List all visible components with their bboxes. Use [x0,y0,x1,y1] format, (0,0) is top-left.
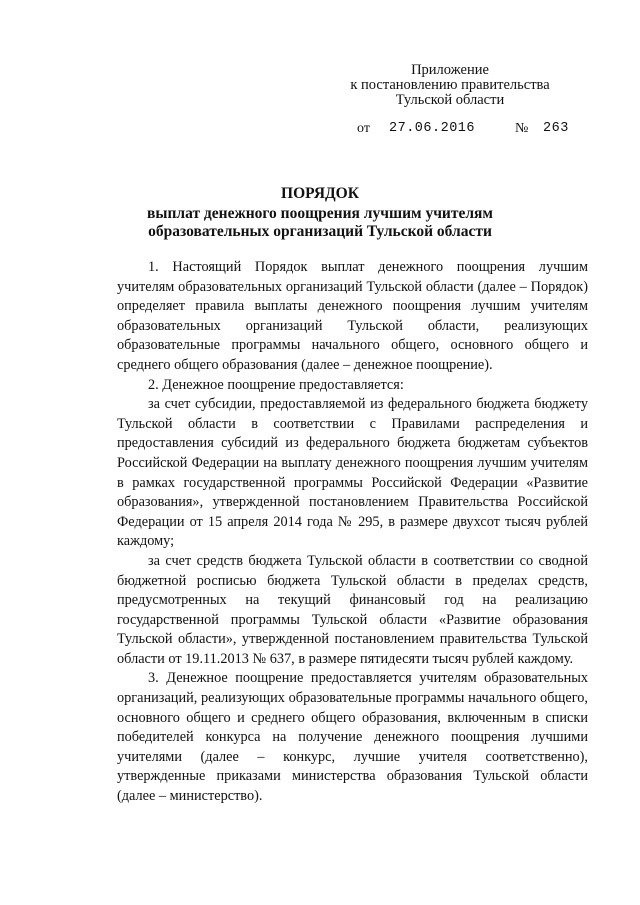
document-title: ПОРЯДОК [281,185,359,202]
document-subtitle-line1: выплат денежного поощрения лучшим учителям [147,205,493,222]
paragraph-2-item-2: за счет средств бюджета Тульской области в соответствии со сводной бюджетной росписью бюджета Тульской области в пределах средств, предусмотренных на текущий финансовый год на реализацию государственной программы Тульской области «Развитие образования Тульской области», утвержденной постановлением правительства Тульской области от 19.11.2013 № 637, в размере пятидесяти тысяч рублей каждому. [117,552,588,667]
appendix-label: Приложение [411,62,489,78]
appendix-region: Тульской области [395,92,505,108]
decree-number: 263 [543,121,569,136]
paragraph-1: 1. Настоящий Порядок выплат денежного поощрения лучшим учителям образовательных организаций Тульской области (далее – Порядок) определяет правила выплаты денежного поощрения лучшим учителям образовательных организаций Тульской области, реализующих образовательные программы начального общего, основного общего и среднего общего образования (далее – денежное поощрение). [117,259,588,373]
decree-number-sign: № [515,121,529,136]
paragraph-2-item-1: за счет субсидии, предоставляемой из федерального бюджета бюджету Тульской области в соответствии с Правилами распределения и предоставления субсидий из федерального бюджета бюджетам субъектов Российской Федерации на выплату денежного поощрения лучшим учителям в рамках государственной программы Российской Федерации «Развитие образования», утвержденной постановлением Правительства Российской Федерации от 15 апреля 2014 года № 295, в размере двухсот тысяч рублей каждому; [117,396,588,550]
paragraph-3: 3. Денежное поощрение предоставляется учителям образовательных организаций, реализующих образовательные программы начального общего, основного общего и среднего общего образования, включенным в списки победителей конкурса на получение денежного поощрения лучшими учителями (далее – конкурс, лучшие учителя соответственно), утвержденные приказами министерства образования Тульской области (далее – министерство). [117,670,588,805]
document-body [117,258,588,807]
appendix-decree-ref: к постановлению правительства [350,77,550,93]
paragraph-2: 2. Денежное поощрение предоставляется: [148,376,404,393]
decree-prefix: от [357,121,370,136]
decree-date: 27.06.2016 [389,121,476,136]
document-subtitle-line2: образовательных организаций Тульской области [148,223,492,240]
appendix-header [330,63,570,108]
